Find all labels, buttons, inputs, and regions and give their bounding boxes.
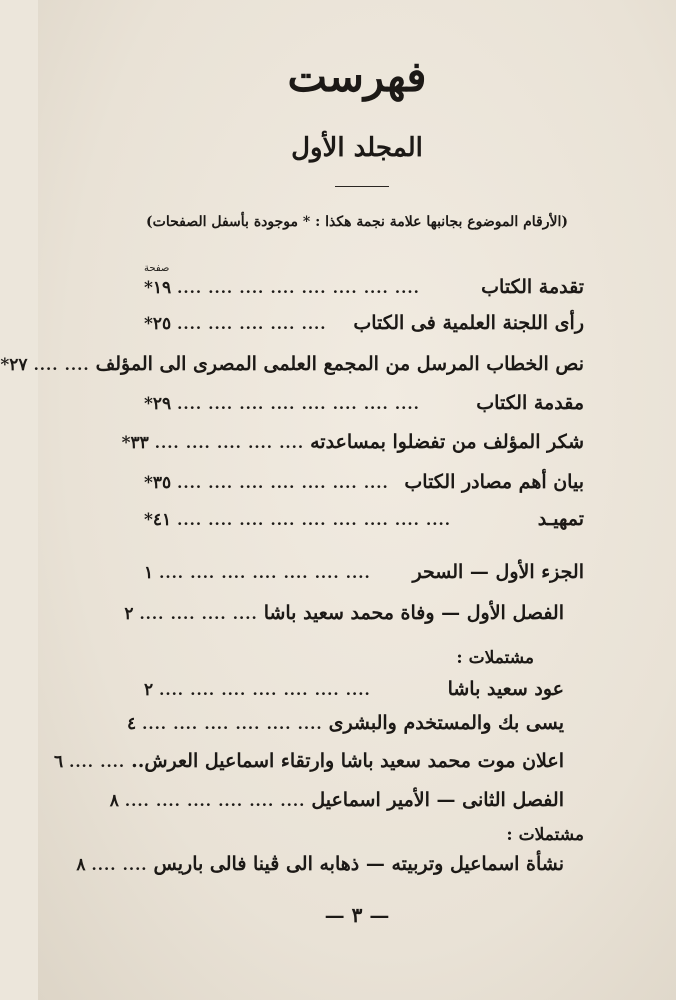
toc-entry: [121, 431, 584, 461]
toc-entry-page: ٦: [53, 752, 64, 772]
toc-entry-leader: .... .... .... .... .... .... .... ....: [177, 395, 420, 413]
asterisk-note: (الأرقام الموضوع بجانبها علامة نجمة هكذا : * موجودة بأسفل الصفحات): [146, 214, 568, 230]
toc-entry: [0, 353, 584, 383]
toc-entry-page: ١: [144, 563, 154, 583]
toc-entry: [109, 789, 564, 819]
toc-entry-label: اعلان موت محمد سعيد باشا وارتقاء اسماعيل العرش..: [131, 750, 564, 772]
toc-entry-page: ٢: [144, 680, 154, 700]
toc-entry-leader: .... .... .... .... .... .... ....: [159, 681, 371, 699]
toc-entry-label: الفصل الثانى — الأمير اسماعيل: [311, 789, 564, 811]
toc-entry-leader: .... .... .... ....: [139, 605, 258, 623]
page-title: فهرست: [287, 52, 427, 101]
toc-entry-leader: .... .... .... .... .... .... .... .... ....: [177, 511, 451, 529]
toc-entry: [144, 678, 564, 708]
title-divider: [335, 186, 389, 187]
toc-entry-leader: .... ....: [33, 356, 90, 374]
toc-entry-label: مقدمة الكتاب: [476, 392, 584, 414]
toc-entry-page: *٣٥: [144, 473, 172, 493]
toc-entry: [144, 561, 584, 591]
toc-entry-label: الفصل الأول — وفاة محمد سعيد باشا: [263, 602, 564, 624]
toc-entry-label: تقدمة الكتاب: [481, 276, 584, 298]
toc-entry-leader: .... .... .... .... .... .... ....: [177, 474, 389, 492]
toc-entry: [144, 508, 584, 538]
toc-entry-leader: .... .... .... .... .... .... .... ....: [177, 279, 420, 297]
toc-entry-page: ٢: [124, 604, 134, 624]
toc-entry: [144, 312, 584, 342]
volume-title: المجلد الأول: [291, 133, 423, 163]
section-label: مشتملات :: [456, 648, 534, 668]
toc-entry-label: الجزء الأول — السحر: [412, 561, 584, 583]
page-number: — ٣ —: [324, 903, 390, 927]
toc-entry-page: *٢٧: [0, 355, 28, 375]
toc-entry-label: عود سعيد باشا: [447, 678, 564, 700]
toc-entry-page: *٢٥: [144, 314, 172, 334]
toc-entry: [144, 471, 584, 501]
toc-entry-page: ٨: [109, 791, 119, 811]
toc-entry-page: ٤: [126, 714, 137, 734]
toc-entry: [76, 853, 564, 883]
toc-entry-label: بيان أهم مصادر الكتاب: [404, 471, 584, 493]
toc-entry-page: *٣٣: [121, 433, 149, 453]
toc-entry-label: رأى اللجنة العلمية فى الكتاب: [353, 312, 584, 334]
toc-entry-leader: .... ....: [69, 753, 126, 771]
toc-entry-leader: .... ....: [91, 856, 148, 874]
toc-entry-label: نص الخطاب المرسل من المجمع العلمى المصرى الى المؤلف: [95, 353, 584, 375]
toc-entry: [53, 750, 564, 780]
toc-entry-page: ٨: [76, 855, 86, 875]
toc-entry-label: يسى بك والمستخدم والبشرى: [328, 712, 564, 734]
toc-entry-leader: .... .... .... .... .... ....: [124, 792, 306, 810]
toc-entry: [144, 392, 584, 422]
toc-entry: [126, 712, 564, 742]
page-column-label: صفحة: [144, 263, 170, 274]
toc-entry-leader: .... .... .... .... .... ....: [142, 715, 323, 733]
toc-entry-leader: .... .... .... .... .... .... ....: [159, 564, 371, 582]
section-label: مشتملات :: [506, 825, 584, 845]
toc-entry-label: تمهيـد: [537, 508, 584, 530]
toc-entry-leader: .... .... .... .... ....: [177, 315, 327, 333]
toc-entry: [124, 602, 564, 632]
toc-entry-label: شكر المؤلف من تفضلوا بمساعدته: [310, 431, 584, 453]
toc-entry-leader: .... .... .... .... ....: [154, 434, 305, 452]
toc-entry-page: *١٩: [144, 278, 172, 298]
toc-entry-page: *٤١: [144, 510, 172, 530]
toc-entry-page: *٢٩: [144, 394, 172, 414]
toc-entry: [144, 276, 584, 306]
toc-entry-label: نشأة اسماعيل وتربيته — ذهابه الى ڤينا فالى باريس: [153, 853, 564, 875]
